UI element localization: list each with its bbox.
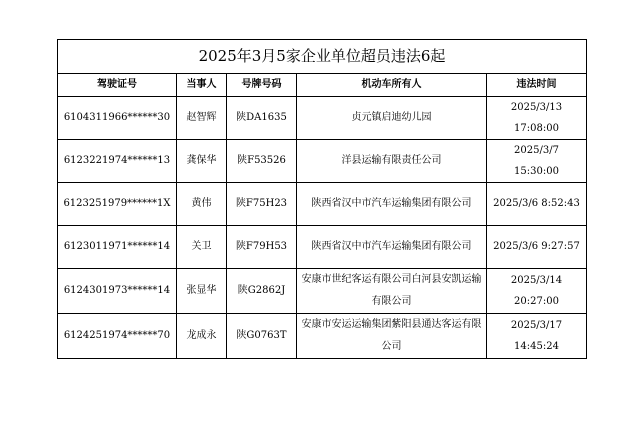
time-clock: 15:30:00 (514, 166, 559, 177)
table-row (58, 140, 587, 183)
time-date: 2025/3/7 (514, 145, 559, 156)
license-cell: 6123221974******13 (58, 140, 177, 183)
header-party: 当事人 (177, 74, 227, 97)
violation-table (57, 39, 587, 359)
owner-cell: 安康市世纪客运有限公司白河县安凯运输有限公司 (297, 269, 487, 314)
plate-cell: 陕F53526 (227, 140, 297, 183)
header-time: 违法时间 (487, 74, 587, 97)
plate-cell: 陕DA1635 (227, 97, 297, 140)
time-date: 2025/3/14 (510, 275, 563, 286)
time-clock: 14:45:24 (514, 341, 559, 352)
party-cell: 关卫 (177, 226, 227, 269)
header-license: 驾驶证号 (58, 74, 177, 97)
header-owner: 机动车所有人 (297, 74, 487, 97)
table-row (58, 97, 587, 140)
license-cell: 6123251979******1X (58, 183, 177, 226)
time-clock: 20:27:00 (514, 296, 559, 307)
party-cell: 赵智辉 (177, 97, 227, 140)
plate-cell: 陕G2862J (227, 269, 297, 314)
time-cell (487, 140, 587, 183)
plate-cell: 陕F79H53 (227, 226, 297, 269)
owner-cell: 陕西省汉中市汽车运输集团有限公司 (297, 226, 487, 269)
plate-cell: 陕F75H23 (227, 183, 297, 226)
owner-cell: 贞元镇启迪幼儿园 (297, 97, 487, 140)
time-cell (487, 183, 587, 226)
time-clock: 9:27:57 (541, 241, 580, 252)
time-cell (487, 269, 587, 314)
party-cell: 黄伟 (177, 183, 227, 226)
table-row (58, 314, 587, 359)
license-cell: 6104311966******30 (58, 97, 177, 140)
license-cell: 6124251974******70 (58, 314, 177, 359)
table-row (58, 269, 587, 314)
party-cell: 张显华 (177, 269, 227, 314)
time-date: 2025/3/13 (510, 102, 563, 113)
time-cell (487, 97, 587, 140)
party-cell: 龚保华 (177, 140, 227, 183)
header-plate: 号牌号码 (227, 74, 297, 97)
time-clock: 17:08:00 (514, 123, 559, 134)
time-date: 2025/3/6 (493, 241, 539, 252)
time-date: 2025/3/17 (510, 320, 563, 331)
time-date: 2025/3/6 (493, 198, 539, 209)
party-cell: 龙成永 (177, 314, 227, 359)
owner-cell: 洋县运输有限责任公司 (297, 140, 487, 183)
license-cell: 6124301973******14 (58, 269, 177, 314)
table-row (58, 226, 587, 269)
time-cell (487, 226, 587, 269)
table-title: 2025年3月5家企业单位超员违法6起 (58, 40, 587, 74)
time-clock: 8:52:43 (541, 198, 580, 209)
time-cell (487, 314, 587, 359)
table-row (58, 183, 587, 226)
plate-cell: 陕G0763T (227, 314, 297, 359)
license-cell: 6123011971******14 (58, 226, 177, 269)
owner-cell: 陕西省汉中市汽车运输集团有限公司 (297, 183, 487, 226)
owner-cell: 安康市安运运输集团紫阳县通达客运有限公司 (297, 314, 487, 359)
